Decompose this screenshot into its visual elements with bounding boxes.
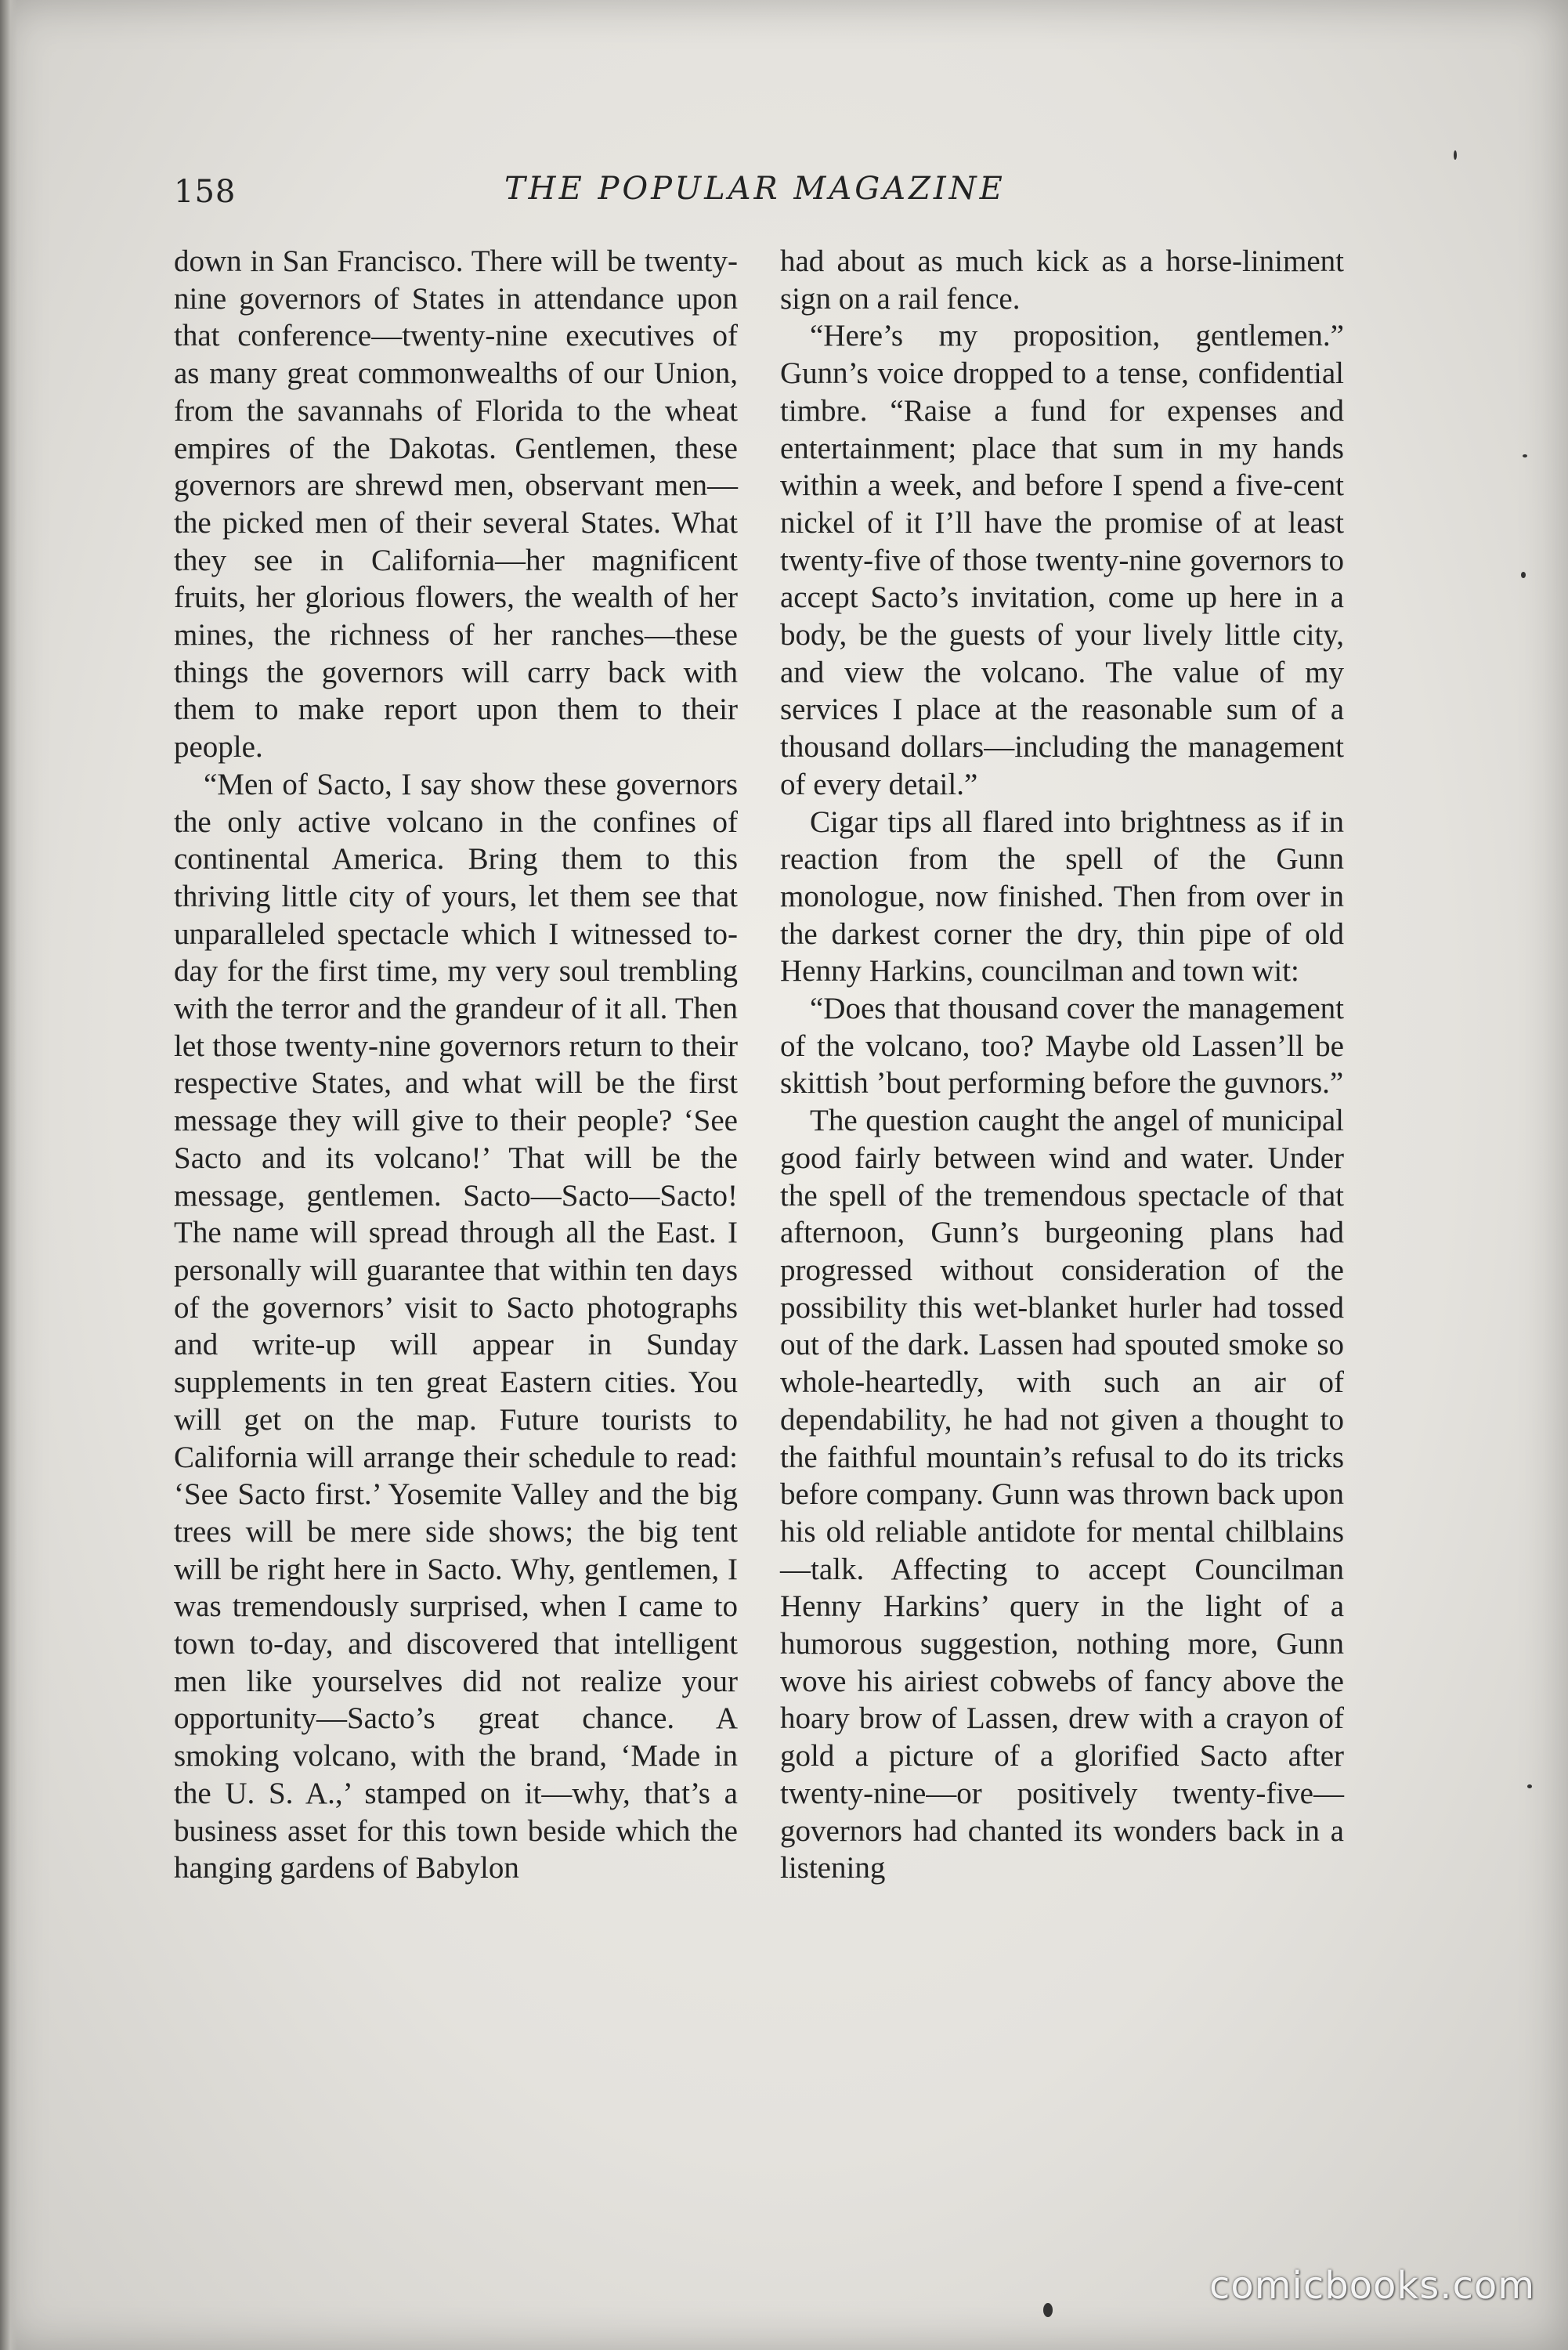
paper-speck [1523, 454, 1527, 457]
right-column [780, 243, 1344, 1887]
paragraph: “Does that thousand cover the management of the volcano, too? Maybe old Lassen’ll be skittish ’bout performing before the guvnors.” [780, 992, 1344, 1101]
paragraph: had about as much kick as a horse-liniment sign on a rail fence. [780, 244, 1344, 316]
paper-speck [1454, 150, 1457, 160]
left-column [174, 243, 738, 1887]
paragraph: “Here’s my proposition, gentlemen.” Gunn’s voice dropped to a tense, confidential timbre. “Raise a fund for expenses and entertainment; place that sum in my hands within a week, and before I spend a five-cent nickel of it I’ll have the promise of at least twenty-five of those twenty-nine governors to accept Sacto’s invitation, come up here in a body, be the guests of your lively little city, and view the volcano. The value of my services I place at the reasonable sum of a thousand dollars—including the management of every detail.” [780, 319, 1344, 801]
paragraph: “Men of Sacto, I say show these governors the only active volcano in the confines of continental America. Bring them to this thriving little city of yours, let them see that unparalleled spectacle which I witnessed to-day for the first time, my very soul trembling with the terror and the grandeur of it all. Then let those twenty-nine governors return to their respective States, and what will be the first message they will give to their people? ‘See Sacto and its volcano!’ That will be the message, gentlemen. Sacto—Sacto—Sacto! The name will spread through all the East. I personally will guarantee that within ten days of the governors’ visit to Sacto photographs and write-up will appear in Sunday supplements in ten great Eastern cities. You will get on the map. Future tourists to California will arrange their schedule to read: ‘See Sacto first.’ Yosemite Valley and the big trees will be mere side shows; the big tent will be right here in Sacto. Why, gentlemen, I was tremendously surprised, when I came to town to-day, and discovered that intelligent men like yourselves did not realize your opportunity—Sacto’s great chance. A smoking volcano, with the brand, ‘Made in the U. S. A.,’ stamped on it—why, that’s a business asset for this town beside which the hanging gardens of Babylon [174, 767, 738, 1885]
running-title: THE POPULAR MAGAZINE [504, 171, 1006, 207]
paragraph: Cigar tips all flared into brightness as if in reaction from the spell of the Gunn monologue, now finished. Then from over in the darkest corner the dry, thin pipe of old Henny Harkins, councilman and town wit: [780, 804, 1344, 989]
paragraph: down in San Francisco. There will be twenty-nine governors of States in attendance upon that conference—twenty-nine executives of as many great commonwealths of our Union, from the savannahs of Florida to the wheat empires of the Dakotas. Gentlemen, these governors are shrewd men, observant men—the picked men of their several States. What they see in California—her magnificent fruits, her glorious flowers, the wealth of her mines, the richness of her ranches—these things the governors will carry back with them to make report upon them to their people. [174, 244, 738, 765]
paper-speck [1043, 2303, 1053, 2317]
paper-speck [1521, 572, 1526, 578]
page-number: 158 [174, 174, 237, 210]
paper-speck [1527, 1784, 1532, 1788]
paragraph: The question caught the angel of municipal good fairly between wind and water. Under the spell of the tremendous spectacle of that afternoon, Gunn’s burgeoning plans had progressed without consideration of the possibility this wet-blanket hurler had tossed out of the dark. Lassen had spouted smoke so whole-heartedly, with such an air of dependability, he had not given a thought to the faithful mountain’s refusal to do its tricks before company. Gunn was thrown back upon his old reliable antidote for mental chilblains—talk. Affecting to accept Councilman Henny Harkins’ query in the light of a humorous suggestion, nothing more, Gunn wove his airiest cobwebs of fancy above the hoary brow of Lassen, drew with a crayon of gold a picture of a glorified Sacto after twenty-nine—or positively twenty-five—governors had chanted its wonders back in a listening [780, 1104, 1344, 1885]
page-binding-edge [0, 0, 17, 2350]
watermark: comicbooks.com [1209, 2264, 1535, 2308]
page-header [174, 171, 1349, 221]
